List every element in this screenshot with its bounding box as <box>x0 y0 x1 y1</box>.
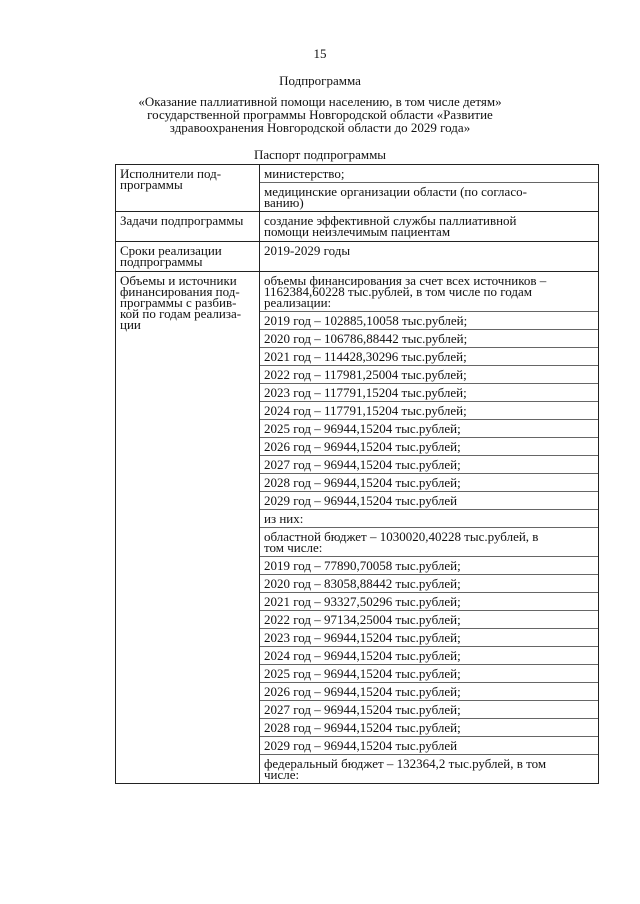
table-row <box>116 242 599 272</box>
title-line: Подпрограмма <box>279 73 361 88</box>
page-number: 15 <box>313 46 327 61</box>
row-value <box>260 212 599 242</box>
value-line: 2025 год – 96944,15204 тыс.рублей; <box>260 419 598 437</box>
row-label: Задачи подпрограммы <box>116 212 260 242</box>
value-line: 2023 год – 96944,15204 тыс.рублей; <box>260 628 598 646</box>
row-value <box>260 272 599 784</box>
value-line: создание эффективной службы паллиативной помощи неизлечимым пациентам <box>264 213 517 239</box>
table-row <box>116 165 599 212</box>
value-line: 2022 год – 117981,25004 тыс.рублей; <box>260 365 598 383</box>
value-line: 2019 год – 77890,70058 тыс.рублей; <box>260 556 598 574</box>
value-line: федеральный бюджет – 132364,2 тыс.рублей, в том числе: <box>260 754 598 783</box>
value-line: медицинские организации области (по согласо- ванию) <box>260 182 598 211</box>
value-line: 2026 год – 96944,15204 тыс.рублей; <box>260 682 598 700</box>
value-line: 2028 год – 96944,15204 тыс.рублей; <box>260 473 598 491</box>
value-line: 2020 год – 106786,88442 тыс.рублей; <box>260 329 598 347</box>
title-line: здравоохранения Новгородской области до 2029 года» <box>169 120 471 135</box>
passport-title: Паспорт подпрограммы <box>253 147 387 162</box>
value-line: 2027 год – 96944,15204 тыс.рублей; <box>260 455 598 473</box>
table-row <box>116 272 599 784</box>
value-line: 2021 год – 93327,50296 тыс.рублей; <box>260 592 598 610</box>
table-row <box>116 212 599 242</box>
value-line: 2029 год – 96944,15204 тыс.рублей <box>260 491 598 509</box>
value-line: министерство; <box>264 166 345 181</box>
title-line: «Оказание паллиативной помощи населению, в том числе детям» <box>138 94 502 109</box>
value-line: областной бюджет – 1030020,40228 тыс.рублей, в том числе: <box>260 527 598 556</box>
value-line: 2019-2029 годы <box>264 243 351 258</box>
row-value <box>260 165 599 212</box>
value-line: 2027 год – 96944,15204 тыс.рублей; <box>260 700 598 718</box>
subprogram-title <box>60 74 580 134</box>
value-line: 2026 год – 96944,15204 тыс.рублей; <box>260 437 598 455</box>
title-line: государственной программы Новгородской области «Развитие <box>147 107 493 122</box>
value-line: 2025 год – 96944,15204 тыс.рублей; <box>260 664 598 682</box>
value-line: 2023 год – 117791,15204 тыс.рублей; <box>260 383 598 401</box>
value-line: 2020 год – 83058,88442 тыс.рублей; <box>260 574 598 592</box>
row-label: Исполнители под- программы <box>116 165 260 212</box>
value-line: 2024 год – 96944,15204 тыс.рублей; <box>260 646 598 664</box>
passport-table <box>115 164 599 784</box>
value-line: 2019 год – 102885,10058 тыс.рублей; <box>260 311 598 329</box>
value-line: 2029 год – 96944,15204 тыс.рублей <box>260 736 598 754</box>
value-line: объемы финансирования за счет всех источников – 1162384,60228 тыс.рублей, в том числе по годам реализации: <box>264 273 547 310</box>
value-line: 2022 год – 97134,25004 тыс.рублей; <box>260 610 598 628</box>
value-line: из них: <box>260 509 598 527</box>
row-label: Объемы и источники финансирования под- программы с разбив- кой по годам реализа- ции <box>116 272 260 784</box>
value-line: 2024 год – 117791,15204 тыс.рублей; <box>260 401 598 419</box>
value-line: 2028 год – 96944,15204 тыс.рублей; <box>260 718 598 736</box>
row-value <box>260 242 599 272</box>
value-line: 2021 год – 114428,30296 тыс.рублей; <box>260 347 598 365</box>
row-label: Сроки реализации подпрограммы <box>116 242 260 272</box>
